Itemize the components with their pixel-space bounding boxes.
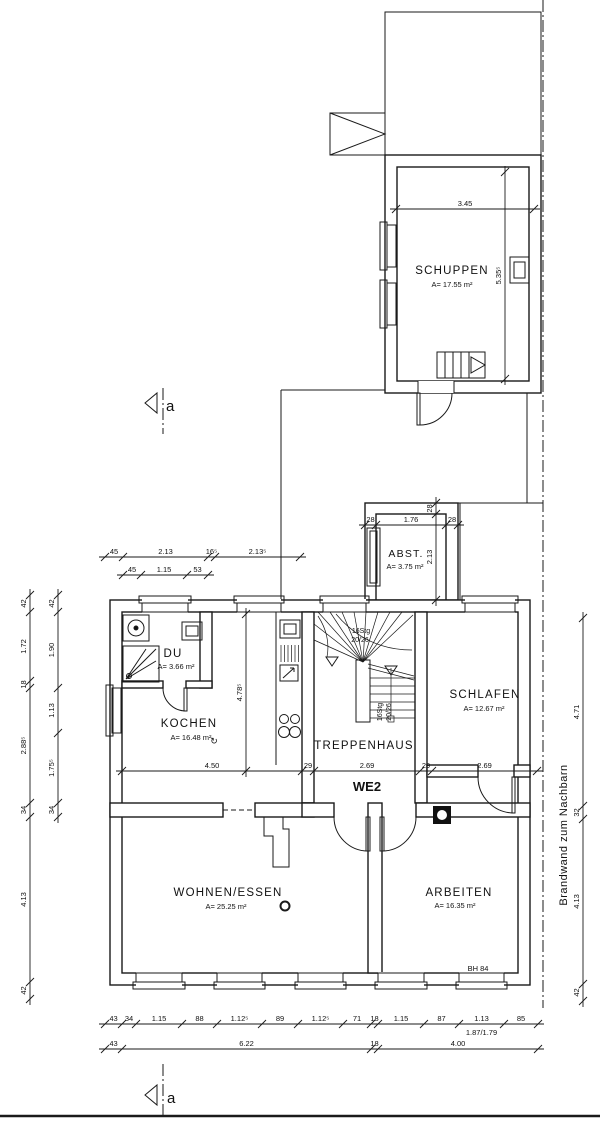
we2-label: WE2 — [352, 779, 382, 794]
svg-text:28: 28 — [366, 515, 375, 524]
svg-text:4.13: 4.13 — [19, 892, 28, 907]
stair-steps-note-2: 16Stg — [377, 702, 384, 722]
brandwand-label: Brandwand zum Nachbarn — [558, 764, 570, 906]
treppenhaus-label: TREPPENHAUS — [314, 740, 414, 752]
svg-text:16⁵: 16⁵ — [205, 547, 218, 556]
svg-text:1.13: 1.13 — [474, 1014, 489, 1023]
svg-text:2.69: 2.69 — [359, 761, 375, 770]
svg-text:42: 42 — [19, 986, 28, 995]
schuppen-area: A= 17.55 m² — [431, 280, 473, 289]
svg-text:32: 32 — [572, 808, 581, 817]
svg-text:1.72: 1.72 — [19, 639, 28, 654]
wohnen-area: A= 25.25 m² — [205, 902, 247, 911]
stair-steps-note: 16Stg — [351, 628, 371, 635]
bh84-label: BH 84 — [467, 964, 489, 973]
svg-text:4.78⁵: 4.78⁵ — [235, 683, 244, 702]
window-left — [106, 685, 121, 736]
svg-text:2.13: 2.13 — [158, 547, 173, 556]
svg-text:42: 42 — [572, 988, 581, 997]
svg-text:45: 45 — [127, 565, 137, 574]
section-marker-top — [145, 388, 175, 434]
svg-text:85: 85 — [516, 1014, 526, 1023]
svg-text:1.12⁵: 1.12⁵ — [311, 1014, 330, 1023]
kochen-label: KOCHEN — [160, 718, 218, 730]
svg-text:1.12⁵: 1.12⁵ — [230, 1014, 249, 1023]
abst-label: ABST. — [388, 548, 424, 560]
gate-symbol — [330, 113, 385, 155]
svg-text:42: 42 — [47, 599, 56, 608]
svg-text:1.87/1.79: 1.87/1.79 — [465, 1028, 498, 1037]
schlafen-area: A= 12.67 m² — [463, 704, 505, 713]
svg-text:29: 29 — [303, 761, 313, 770]
stair-ratio-note-2: 20/26 — [386, 703, 393, 721]
arbeiten-area: A= 16.35 m² — [434, 901, 476, 910]
svg-text:2.13⁵: 2.13⁵ — [248, 547, 267, 556]
svg-text:2.69: 2.69 — [477, 761, 492, 770]
stair-ratio-note: 20/26 — [351, 637, 369, 644]
svg-text:87: 87 — [437, 1014, 446, 1023]
svg-text:4.50: 4.50 — [204, 761, 220, 770]
svg-text:4.00: 4.00 — [450, 1039, 466, 1048]
shed-door — [417, 393, 452, 425]
svg-text:1.13: 1.13 — [47, 703, 56, 718]
du-area: A= 3.66 m² — [157, 662, 195, 671]
svg-text:18: 18 — [370, 1039, 379, 1048]
svg-text:4.71: 4.71 — [572, 704, 581, 720]
svg-text:53: 53 — [193, 565, 202, 574]
svg-text:71: 71 — [352, 1014, 362, 1023]
chimney-icon — [433, 806, 451, 824]
svg-text:34: 34 — [124, 1014, 134, 1023]
svg-text:34: 34 — [47, 805, 56, 815]
svg-text:43: 43 — [109, 1014, 118, 1023]
du-label: DU — [163, 648, 183, 660]
svg-text:6.22: 6.22 — [239, 1039, 254, 1048]
svg-text:1.15: 1.15 — [151, 1014, 167, 1023]
svg-text:18: 18 — [19, 680, 28, 689]
schuppen-label: SCHUPPEN — [415, 265, 489, 277]
outbuilding-outline — [385, 12, 541, 155]
reference-mark: ↻ — [210, 736, 218, 746]
svg-text:28: 28 — [425, 504, 434, 513]
svg-text:5.35⁵: 5.35⁵ — [494, 266, 503, 285]
abst-area: A= 3.75 m² — [386, 562, 424, 571]
svg-text:3.45: 3.45 — [457, 199, 473, 208]
section-arrow-icon — [145, 393, 157, 413]
section-marker-bottom — [145, 1064, 176, 1118]
svg-text:2.88⁵: 2.88⁵ — [19, 736, 28, 755]
svg-text:28: 28 — [447, 515, 457, 524]
section-letter: a — [167, 1090, 176, 1107]
svg-text:1.15: 1.15 — [156, 565, 172, 574]
wohnen-label: WOHNEN/ESSEN — [173, 887, 283, 899]
svg-text:29: 29 — [421, 761, 431, 770]
svg-text:45: 45 — [109, 547, 119, 556]
kochen-area: A= 16.48 m² — [170, 733, 212, 742]
svg-text:1.76: 1.76 — [403, 515, 419, 524]
svg-text:1.75⁵: 1.75⁵ — [47, 759, 56, 777]
room-schuppen — [380, 155, 541, 425]
svg-text:34: 34 — [19, 805, 28, 815]
svg-text:88: 88 — [195, 1014, 204, 1023]
svg-text:18: 18 — [370, 1014, 379, 1023]
svg-text:43: 43 — [109, 1039, 118, 1048]
section-letter: a — [166, 398, 175, 415]
svg-text:1.90: 1.90 — [47, 642, 56, 658]
svg-text:4.13: 4.13 — [572, 894, 581, 909]
svg-text:89: 89 — [275, 1014, 285, 1023]
arbeiten-label: ARBEITEN — [425, 887, 493, 899]
schlafen-label: SCHLAFEN — [449, 689, 521, 701]
svg-text:2.13: 2.13 — [425, 549, 434, 565]
section-arrow-icon — [145, 1085, 157, 1105]
svg-text:1.15: 1.15 — [393, 1014, 409, 1023]
svg-text:42: 42 — [19, 599, 28, 608]
